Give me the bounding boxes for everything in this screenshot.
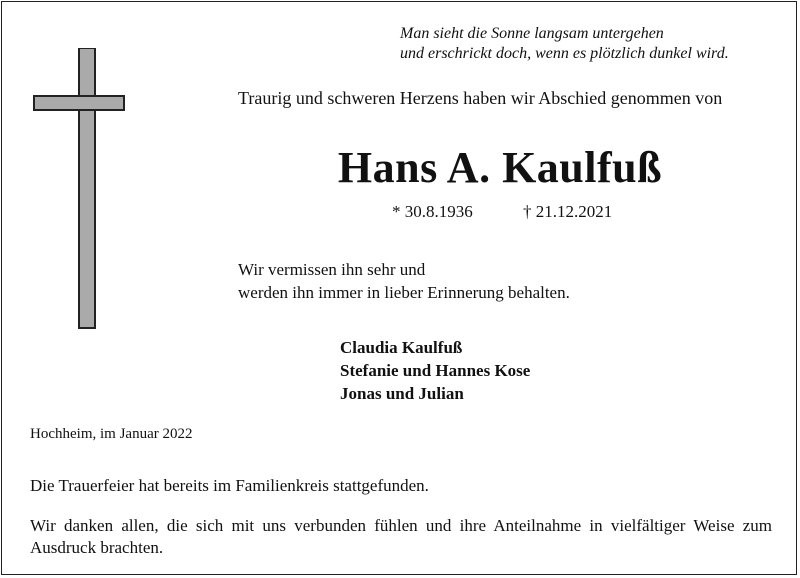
memory-line-2: werden ihn immer in lieber Erinnerung behalten. xyxy=(238,283,570,302)
cross-icon xyxy=(32,48,126,330)
thanks-note: Wir danken allen, die sich mit uns verbunden fühlen und ihre Anteilnahme in vielfältiger Weise zum Ausdruck brachten. xyxy=(30,516,772,557)
life-dates xyxy=(392,202,612,222)
motto-line-2: und erschrickt doch, wenn es plötzlich dunkel wird. xyxy=(400,45,729,62)
ceremony-note: Die Trauerfeier hat bereits im Familienkreis stattgefunden. xyxy=(30,476,429,495)
deceased-name: Hans A. Kaulfuß xyxy=(337,143,663,192)
family-list xyxy=(340,336,530,405)
family-member: Jonas und Julian xyxy=(340,384,464,403)
memory-text xyxy=(238,258,570,304)
intro-text: Traurig und schweren Herzens haben wir Abschied genommen von xyxy=(238,88,723,108)
birth-date: * 30.8.1936 xyxy=(392,202,473,221)
memory-line-1: Wir vermissen ihn sehr und xyxy=(238,260,426,279)
death-date: † 21.12.2021 xyxy=(523,202,613,221)
place-date: Hochheim, im Januar 2022 xyxy=(30,426,193,442)
family-member: Stefanie und Hannes Kose xyxy=(340,361,531,380)
family-member: Claudia Kaulfuß xyxy=(340,338,463,357)
motto-line-1: Man sieht die Sonne langsam untergehen xyxy=(400,25,664,42)
motto xyxy=(400,24,729,64)
